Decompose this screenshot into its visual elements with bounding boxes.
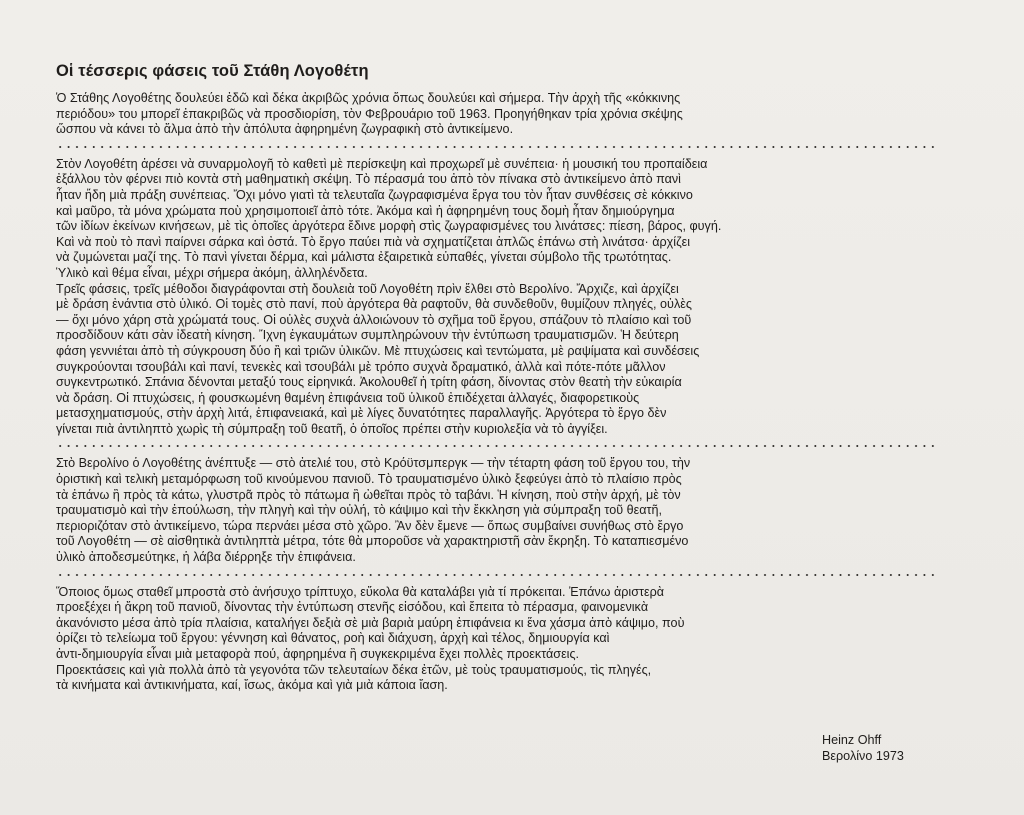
paragraph-intro: Ὁ Στάθης Λογοθέτης δουλεύει ἐδῶ καὶ δέκα ἀκριβῶς χρόνια ὅπως δουλεύει καὶ σήμερα. Τὴν ἀρχὴ τῆς «κόκκινης περιόδου» του μπορεῖ ἐπακριβῶς νὰ προσδιορίση, τὸν Φεβρουάριο τοῦ 1963. Προηγήθηκαν τρία χρόνια σκέψης ὥσπου νὰ κάνει τὸ ἅλμα ἀπὸ τὴν ἀπόλυτα ἀφηρημένη ζωγραφικὴ στὸ ἀντικείμενο. — [56, 91, 683, 137]
paragraph-triptych: Ὅποιος ὅμως σταθεῖ μπροστὰ στὸ ἀνήσυχο τρίπτυχο, εὔκολα θὰ καταλάβει γιὰ τί πρόκειται. Ἐπάνω ἀριστερὰ προεξέχει ἡ ἄκρη τοῦ πανιοῦ, δίνοντας τὴν ἐντύπωση στενῆς εἰσόδου, καὶ ἔπειτα τὸ πέρασμα, φαινομενικὰ ἀκανόνιστο μέσα ἀπὸ τρία πλαίσια, καταλήγει δεξιὰ σὲ μιὰ βαριὰ μαύρη ἐπιφάνεια κι ἕνα χάσμα ἀπὸ κάψιμο, ποὺ ὁρίζει τὸ τελείωμα τοῦ ἔργου: γέννηση καὶ θάνατος, ροὴ καὶ διάχυση, ἀρχὴ καὶ τέλος, δημιουργία καὶ ἀντι-δημιουργία εἶναι μιὰ μεταφορὰ πού, ἀφηρημένα ἢ συγκεκριμένα ἔχει πολλὲς προεκτάσεις. Προεκτάσεις καὶ γιὰ πολλὰ ἀπὸ τὰ γεγονότα τῶν τελευταίων δέκα ἐτῶν, μὲ τοὺς τραυματισμούς, τὶς πληγές, τὰ κινήματα καὶ ἀντικινήματα, καί, ἴσως, ἀκόμα καὶ γιὰ μιὰ κάποια ἴαση. — [56, 584, 685, 693]
signature-author: Heinz Ohff — [822, 733, 882, 747]
dotted-separator — [56, 138, 936, 157]
document-body — [56, 91, 936, 694]
paragraph-berlin: Στὸ Βερολίνο ὁ Λογοθέτης ἀνέπτυξε — στὸ ἀτελιέ του, στὸ Κρόϋτσμπεργκ — τὴν τέταρτη φάση τοῦ ἔργου του, τὴν ὁριστικὴ καὶ τελικὴ μεταμόρφωση τοῦ κινούμενου πανιοῦ. Τὸ τραυματισμένο ὑλικὸ ξεφεύγει ἀπὸ τὸ πλαίσιο πρὸς τὰ ἐπάνω ἢ πρὸς τὰ κάτω, γλυστρᾶ πρὸς τὸ πάτωμα ἢ ὠθεῖται πρὸς τὸ ταβάνι. Ἡ κίνηση, ποὺ στὴν ἀρχή, μὲ τὸν τραυματισμὸ καὶ τὴν ἐπούλωση, τὴν πληγὴ καὶ τὴν οὐλή, τὸ κάψιμο καὶ τὴν ἔκκληση γιὰ σύμπραξη τοῦ θεατῆ, περιοριζόταν στὸ ἀντικείμενο, τώρα περνάει μέσα στὸ χῶρο. Ἂν δὲν ἔμενε — ὅπως συμβαίνει συνήθως στὸ ἔργο τοῦ Λογοθέτη — σὲ αἰσθητικὰ ἀντιληπτὰ μέτρα, τότε θὰ μποροῦσε νὰ χαρακτηριστῆ σὰν ἔκρηξη. Τὸ καταπιεσμένο ὑλικὸ ἀποδεσμεύτηκε, ἡ λάβα διέρρηξε τὴν ἐπιφάνεια. — [56, 456, 691, 565]
signature-place-date: Βερολίνο 1973 — [822, 749, 904, 763]
document-title: Οἱ τέσσερις φάσεις τοῦ Στάθη Λογοθέτη — [56, 62, 369, 80]
paragraph-phases: Στὸν Λογοθέτη ἀρέσει νὰ συναρμολογῆ τὸ καθετὶ μὲ περίσκεψη καὶ προχωρεῖ μὲ συνέπεια· ἡ μουσική του προπαίδεια ἐξάλλου τὸν φέρνει πιὸ κοντὰ στὴ μαθηματικὴ σκέψη. Τὸ πέρασμά του ἀπὸ τὸν πίνακα στὸ ἀντικείμενο ἀπὸ πανὶ ἦταν ἤδη μιὰ πράξη συνέπειας. Ὄχι μόνο γιατὶ τὰ τελευταῖα ζωγραφισμένα ἔργα του τὸν ἦταν συνθέσεις σὲ κόκκινο καὶ μαῦρο, τὰ μόνα χρώματα ποὺ χρησιμοποιεῖ ἀπὸ τότε. Ἀκόμα καὶ ἡ ἀφηρημένη τους δομὴ ἦταν δημιούργημα τῶν ἰδίων ἐκείνων κινήσεων, μὲ τὶς ὁποῖες ἀργότερα ἔδινε μορφὴ στὶς ζωγραφισμένες του λινάτσες: πίεση, βάρος, φυγή. Καὶ νὰ ποὺ τὸ πανὶ παίρνει σάρκα καὶ ὀστά. Τὸ ἔργο παύει πιὰ νὰ σχηματίζεται ἁπλῶς ἐπάνω στὴ λινάτσα· ἀρχίζει νὰ ζυμώνεται μαζί της. Τὸ πανὶ γίνεται δέρμα, καὶ μάλιστα ἐξαιρετικὰ εὐπαθές, γίνεται σύμβολο τῆς τρωτότητας. Ὑλικὸ καὶ θέμα εἶναι, μέχρι σήμερα ἀκόμη, ἀλληλένδετα. Τρεῖς φάσεις, τρεῖς μέθοδοι διαγράφονται στὴ δουλειὰ τοῦ Λογοθέτη πρὶν ἔλθει στὸ Βερολίνο. Ἄρχιζε, καὶ ἀρχίζει μὲ δράση ἐνάντια στὸ ὑλικό. Οἱ τομὲς στὸ πανί, ποὺ ἀργότερα θὰ ραφτοῦν, θὰ συνδεθοῦν, θυμίζουν πληγές, οὐλὲς — ὄχι μόνο χάρη στὰ χρώματά τους. Οἱ οὐλὲς συχνὰ ἀλλοιώνουν τὸ σχῆμα τοῦ ἔργου, σπάζουν τὸ πλαίσιο καὶ τοῦ προσδίδουν κάτι σὰν ἰδεατὴ κίνηση. Ἴχνη ἐγκαυμάτων συμπληρώνουν τὴν ἐντύπωση τραυματισμῶν. Ἡ δεύτερη φάση γεννιέται ἀπὸ τὴ σύγκρουση δύο ἢ καὶ τριῶν ὑλικῶν. Μὲ πτυχώσεις καὶ τεντώματα, μὲ ραψίματα καὶ συνδέσεις συγκρούονται τσουβάλι καὶ πανί, τενεκὲς καὶ τσουβάλι μὲ τρόπο συχνὰ δραματικό, ἀλλὰ καὶ πότε-πότε μᾶλλον συγκεντρωτικό. Σπάνια δένονται μεταξύ τους εἰρηνικά. Ἀκολουθεῖ ἡ τρίτη φάση, δίνοντας στὸν θεατὴ τὴν εὐκαιρία νὰ δράση. Οἱ πτυχώσεις, ἡ φουσκωμένη θαμένη ἐπιφάνεια τοῦ ὑλικοῦ ἐπιδέχεται ἀλλαγές, διαφορετικοὺς μετασχηματισμούς, στὴν ἀρχὴ λιτά, ἐπιφανειακά, καὶ μὲ λίγες δυνατότητες παραλλαγῆς. Ἀργότερα τὸ ἔργο δὲν γίνεται πιὰ ἀντιληπτὸ χωρὶς τὴ σύμπραξη τοῦ θεατῆ, ὁ ὁποῖος πρέπει στὴν κυριολεξία νὰ τὸ ἀγγίξει. — [56, 156, 722, 436]
dotted-separator — [56, 566, 936, 585]
signature-block — [822, 732, 904, 764]
dotted-separator — [56, 437, 936, 456]
